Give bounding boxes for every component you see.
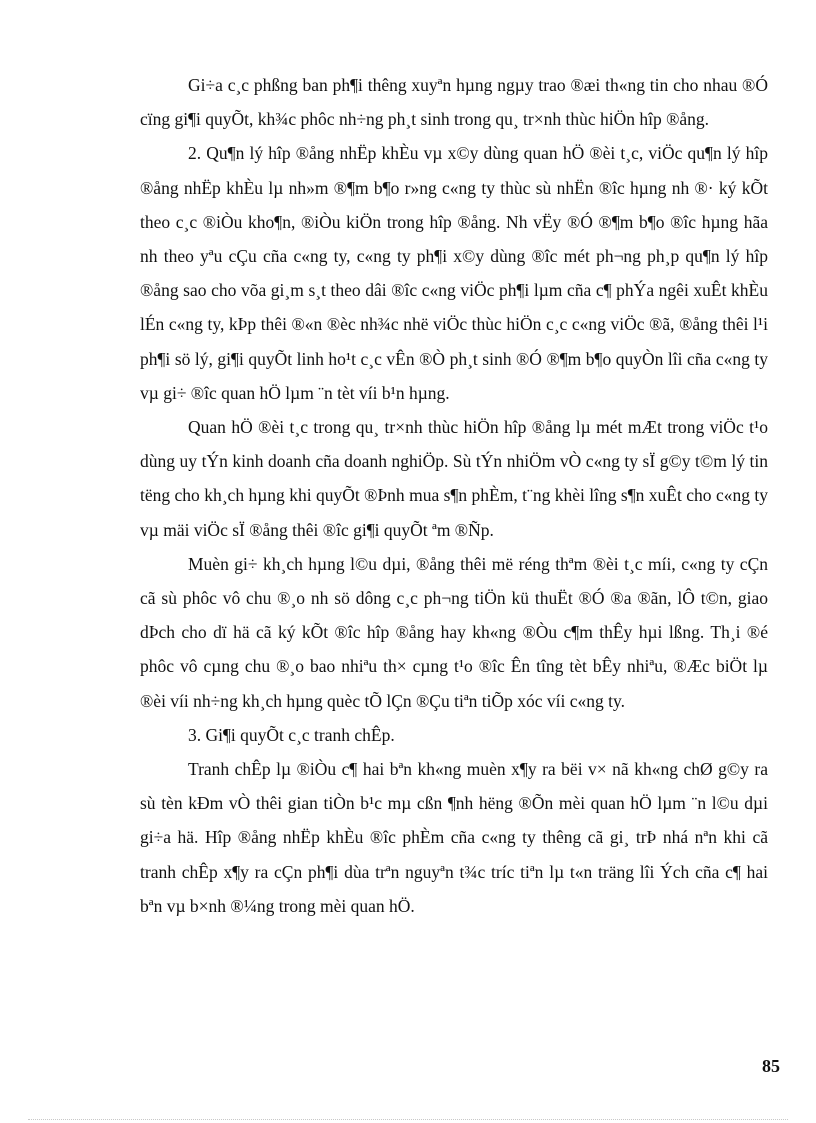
paragraph-dispute-resolution: Tranh chÊp lµ ®iÒu c¶ hai bªn kh«ng muèn x¶y ra bëi v× nã kh«ng chØ g©y ra sù tèn kÐm vÒ thêi gian tiÒn b¹c mµ cßn ¶nh hëng ®Õn mèi quan hÖ lµm ¨n l©u dµi gi÷a hä. Hîp ®ång nhËp khÈu ®îc phÈm cña c«ng ty thêng cã gi¸ trÞ nhá nªn khi cã tranh chÊp x¶y ra cÇn ph¶i dùa trªn nguyªn t¾c tríc tiªn lµ t«n träng lîi Ých cña c¶ hai bªn vµ b×nh ®¼ng trong mèi quan hÖ. bbox=[140, 759, 768, 916]
page-number: 85 bbox=[762, 1056, 780, 1076]
paragraph-partner-relations: Quan hÖ ®èi t¸c trong qu¸ tr×nh thùc hiÖn hîp ®ång lµ mét mÆt trong viÖc t¹o dùng uy tÝn kinh doanh cña doanh nghiÖp. Sù tÝn nhiÖm vÒ c«ng ty sÏ g©y t©m lý tin tëng cho kh¸ch hµng khi quyÕt ®Þnh mua s¶n phÈm, t¨ng khèi lîng s¶n xuÊt cho c«ng ty vµ mäi viÖc sÏ ®ång thêi ®îc gi¶i quyÕt ªm ®Ñp. bbox=[140, 417, 768, 540]
section-heading-disputes: 3. Gi¶i quyÕt c¸c tranh chÊp. bbox=[188, 724, 395, 745]
paragraph-contract-management: 2. Qu¶n lý hîp ®ång nhËp khÈu vµ x©y dùng quan hÖ ®èi t¸c, viÖc qu¶n lý hîp ®ång nhËp khÈu lµ nh»m ®¶m b¶o r»ng c«ng ty thùc sù nhËn ®îc hµng nh ®· ký kÕt theo c¸c ®iÒu kho¶n, ®iÒu kiÖn trong hîp ®ång. Nh vËy ®Ó ®¶m b¶o ®îc hµng hãa nh theo yªu cÇu cña c«ng ty, c«ng ty ph¶i x©y dùng ®îc mét ph¬ng ph¸p qu¶n lý hîp ®ång sao cho võa gi¸m s¸t theo dâi ®îc c«ng viÖc ph¶i lµm cña c¶ phÝa ngêi xuÊt khÈu lÉn c«ng ty, kÞp thêi ®«n ®èc nh¾c nhë viÖc thùc hiÖn c¸c c«ng viÖc ®ã, ®ång thêi l¹i ph¶i sö lý, gi¶i quyÕt linh ho¹t c¸c vÊn ®Ò ph¸t sinh ®Ó ®¶m b¶o quyÒn lîi cña c«ng ty vµ gi÷ ®îc quan hÖ lµm ¨n tèt víi b¹n hµng. bbox=[140, 143, 768, 403]
paragraph-partner-communication: Gi÷a c¸c phßng ban ph¶i thêng xuyªn hµng ngµy trao ®æi th«ng tin cho nhau ®Ó cïng gi¶i quyÕt, kh¾c phôc nh÷ng ph¸t sinh trong qu¸ tr×nh thùc hiÖn hîp ®ång. bbox=[140, 75, 768, 130]
body-text bbox=[140, 68, 768, 923]
footer-divider bbox=[28, 1119, 788, 1120]
paragraph-customer-service: Muèn gi÷ kh¸ch hµng l©u dµi, ®ång thêi më réng thªm ®èi t¸c míi, c«ng ty cÇn cã sù phôc vô chu ®¸o nh sö dông c¸c ph¬ng tiÖn kü thuËt ®Ó ®a ®ãn, lÔ t©n, giao dÞch cho dï hä cã ký kÕt ®îc hîp ®ång hay kh«ng ®Òu c¶m thÊy hµi lßng. Th¸i ®é phôc vô cµng chu ®¸o bao nhiªu th× cµng t¹o ®îc Ên tîng tèt bÊy nhiªu, ®Æc biÖt lµ ®èi víi nh÷ng kh¸ch hµng quèc tÕ lÇn ®Çu tiªn tiÕp xóc víi c«ng ty. bbox=[140, 553, 768, 711]
